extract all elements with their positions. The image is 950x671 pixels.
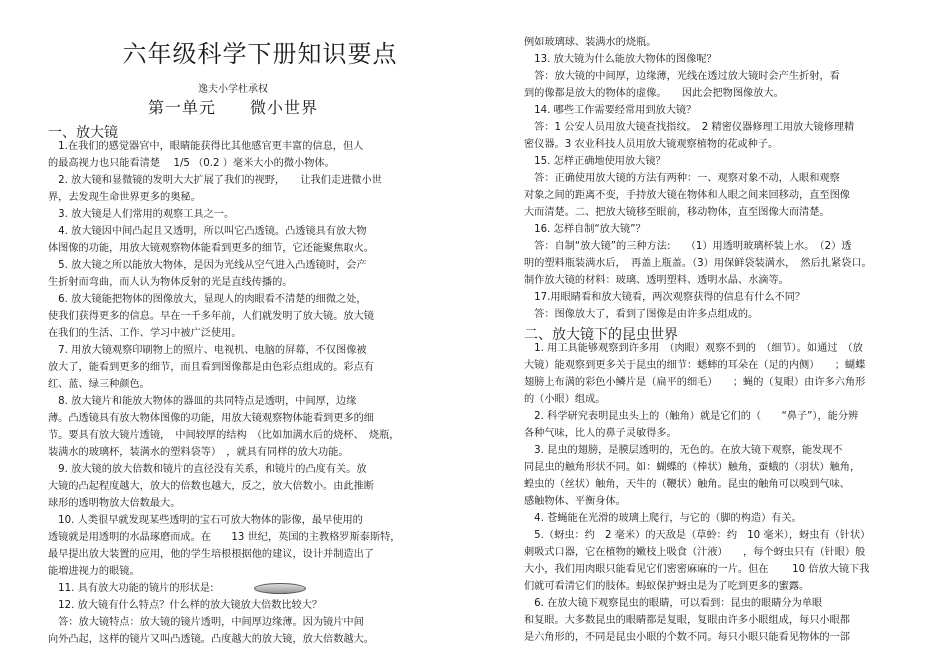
text-line: 同昆虫的触角形状不同。如：蝴蝶的（棒状）触角，蚕蛾的（羽状）触角，: [524, 462, 861, 473]
text-line: 8. 放大镜片和能放大物体的器皿的共同特点是透明，中间厚，边缘: [48, 396, 357, 407]
text-line: 薄。凸透镜具有放大物体图像的功能，用放大镜观察物体能看到更多的细: [48, 413, 374, 424]
text-line: 体图像的功能，用放大镜观察物体能看到更多的细节，它还能聚焦取火。: [48, 243, 374, 254]
text-line: 2. 放大镜和显微镜的发明大大扩展了我们的视野， 让我们走进微小世: [48, 175, 382, 186]
document-title: 六年级科学下册知识要点: [122, 40, 398, 68]
text-line: 节。要具有放大镜片透镜， 中间较厚的结构 （比如加满水后的烧杯、 烧瓶，: [48, 430, 400, 441]
text-line: 6. 在放大镜下观察昆虫的眼睛，可以看到：昆虫的眼睛分为单眼: [524, 598, 823, 609]
text-line: 明的塑料瓶装满水后， 再盖上瓶盖。（3）用保鲜袋装满水， 然后扎紧袋口。: [524, 258, 872, 269]
text-line: 答：1 公安人员用放大镜查找指纹。 2 精密仪器修理工用放大镜修理精: [524, 122, 855, 133]
text-line: 翅膀上布满的彩色小鳞片是（扁平的细毛） ；蝇的（复眼）由许多六角形: [524, 377, 866, 388]
text-line: 答：放大镜特点：放大镜的镜片透明，中间厚边缘薄。因为镜片中间: [48, 617, 364, 628]
text-line: 红、蓝、绿三种颜色。: [48, 379, 150, 390]
text-line: 刺吸式口器，它在植物的嫩枝上吸食（汁液） ，每个蚜虫只有（针眼）般: [524, 547, 866, 558]
section-heading-magnifier: 一、放大镜: [48, 125, 118, 141]
text-line: 生折射而弯曲，而人认为物体反射的光是直线传播的。: [48, 277, 293, 288]
text-line: 1. 用工具能够观察到许多用 （肉眼）观察不到的 （细节）。如通过 （放: [524, 343, 863, 354]
text-line: 11. 具有放大功能的镜片的形状是:: [48, 580, 400, 597]
text-line: 13. 放大镜为什么能放大物体的图像呢？: [524, 54, 717, 65]
text-line: 密仪器。3 农业科技人员用放大镜观察植物的花或种子。: [524, 139, 779, 150]
text-line: 4. 放大镜因中间凸起且又透明，所以叫它凸透镜。凸透镜具有放大物: [48, 226, 367, 237]
right-paragraphs-bottom: [524, 340, 906, 646]
text-line: 10. 人类很早就发现某些透明的宝石可放大物体的影像，最早使用的: [48, 515, 363, 526]
text-line: 2. 科学研究表明昆虫头上的（触角）就是它们的（ “鼻子”），能分辨: [524, 411, 859, 422]
author-line: 逸夫小学杜承权: [198, 84, 268, 95]
text-line: 装满水的玻璃杯，装满水的塑料袋等） ，就具有同样的放大功能。: [48, 447, 349, 458]
text-line: 的最高视力也只能看清楚 1/5 （0.2 ）毫米大小的微小物体。: [48, 158, 335, 169]
text-line: 蝗虫的（丝状）触角，天牛的（鞭状）触角。昆虫的触角可以嗅到气味、: [524, 479, 850, 490]
text-line: 1.在我们的感觉器官中，眼睛能获得比其他感官更丰富的信息，但人: [48, 141, 364, 152]
text-line: 放大了，能看到更多的细节，而且看到图像都是由色彩点组成的。彩点有: [48, 362, 374, 373]
section-heading-insects: 二、放大镜下的昆虫世界: [524, 327, 678, 343]
text-line: 在我们的生活、工作、学习中被广泛使用。: [48, 328, 242, 339]
text-line: 15. 怎样正确地使用放大镜？: [524, 156, 666, 167]
text-line: 例如玻璃球、装满水的烧瓶。: [524, 37, 657, 48]
right-paragraphs-top: [524, 34, 906, 323]
text-line: 答：放大镜的中间厚，边缘薄，光线在透过放大镜时会产生折射，看: [524, 71, 840, 82]
text-line: 5.（蚜虫：约 2 毫米）的天敌是（草蛉：约 10 毫米），蚜虫有（针状）: [524, 530, 871, 541]
text-line: 制作放大镜的材料：玻璃、透明塑料、透明水晶、水滴等。: [524, 275, 789, 286]
text-line: 能増进视力的眼镜。: [48, 566, 140, 577]
text-line: 向外凸起，这样的镜片又叫凸透镜。凸度越大的放大镜，放大倍数越大。: [48, 634, 374, 645]
text-line: 答：图像放大了，看到了图像是由许多点组成的。: [524, 309, 759, 320]
text-line: 各种气味，比人的鼻子灵敏得多。: [524, 428, 677, 439]
text-line: 3. 昆虫的翅膀，是膜层透明的，无色的。在放大镜下观察，能发现不: [524, 445, 843, 456]
unit-heading: 第一单元 微小世界: [148, 98, 319, 117]
text-line: 和复眼。大多数昆虫的眼睛都是复眼，复眼由许多小眼组成，每只小眼都: [524, 615, 850, 626]
text-line: 对象之间的距离不变，手持放大镜在物体和人眼之间来回移动，直至图像: [524, 190, 850, 201]
text-line: 3. 放大镜是人们常用的观察工具之一。: [48, 209, 235, 220]
text-line: 4. 苍蝇能在光滑的玻璃上爬行，与它的（脚的构造）有关。: [524, 513, 802, 524]
text-line: 感触物体、平衡身体。: [524, 496, 626, 507]
text-line: 16. 怎样自制“放大镜”？: [524, 224, 646, 235]
text-line: 5. 放大镜之所以能放大物体，是因为光线从空气进入凸透镜时，会产: [48, 260, 367, 271]
text-line: 6. 放大镜能把物体的图像放大，显现人的肉眼看不清楚的细微之处，: [48, 294, 367, 305]
text-line: 9. 放大镜的放大倍数和镜片的直径没有关系，和镜片的凸度有关。放: [48, 464, 367, 475]
text-line: 14. 哪些工作需要经常用到放大镜？: [524, 105, 697, 116]
text-line: 大镜）能观察到更多关于昆虫的细节：蟋蟀的耳朵在（足的内侧） ；蝴蝶: [524, 360, 866, 371]
text-line: 答：正确使用放大镜的方法有两种：一、观察对象不动，人眼和观察: [524, 173, 840, 184]
text-line: 界，去发现生命世界更多的奥秘。: [48, 192, 201, 203]
text-line: 12. 放大镜有什么特点？什么样的放大镜放大倍数比较大？: [48, 600, 323, 611]
text-line: 大镜的凸起程度越大，放大的倍数也越大，反之，放大倍数小。由此推断: [48, 481, 374, 492]
left-paragraphs: [48, 138, 400, 648]
text-line: 球形的透明物放大倍数最大。: [48, 498, 181, 509]
text-line: 的（小眼）组成。: [524, 394, 606, 405]
text-line: 是六角形的，不同是昆虫小眼的个数不同。每只小眼只能看见物体的一部: [524, 632, 850, 643]
text-line: 答：自制“放大镜”的三种方法: （1）用透明玻璃杯装上水。 （2）透: [524, 241, 852, 252]
text-line: 大而清楚。二、把放大镜移至眼前，移动物体，直至图像大而清楚。: [524, 207, 830, 218]
text-line: 17.用眼睛看和放大镜看，两次观察获得的信息有什么不同？: [524, 292, 806, 303]
text-line: 透镜就是用透明的水晶琢磨而成。在 13 世纪，英国的主教格罗斯泰斯特，: [48, 532, 400, 543]
text-line: 到的像都是放大的物体的虚像。 因此会把物图像放大。: [524, 88, 784, 99]
text-line: 大小，我们用肉眼只能看见它们密密麻麻的一片。但在 10 倍放大镜下我: [524, 564, 870, 575]
text-line: 们就可看清它们的肢体。蚂蚁保护蚜虫是为了吃到更多的蜜露。: [524, 581, 810, 592]
text-line: 使我们获得更多的信息。早在一千多年前，人们就发明了放大镜。放大镜: [48, 311, 374, 322]
text-line: 最早提出放大装置的应用，他的学生培根根据他的建议，设计并制造出了: [48, 549, 374, 560]
text-line: 7. 用放大镜观察印刷物上的照片、电视机、电脑的屏幕，不仅图像被: [48, 345, 367, 356]
convex-lens-icon: [254, 583, 306, 594]
